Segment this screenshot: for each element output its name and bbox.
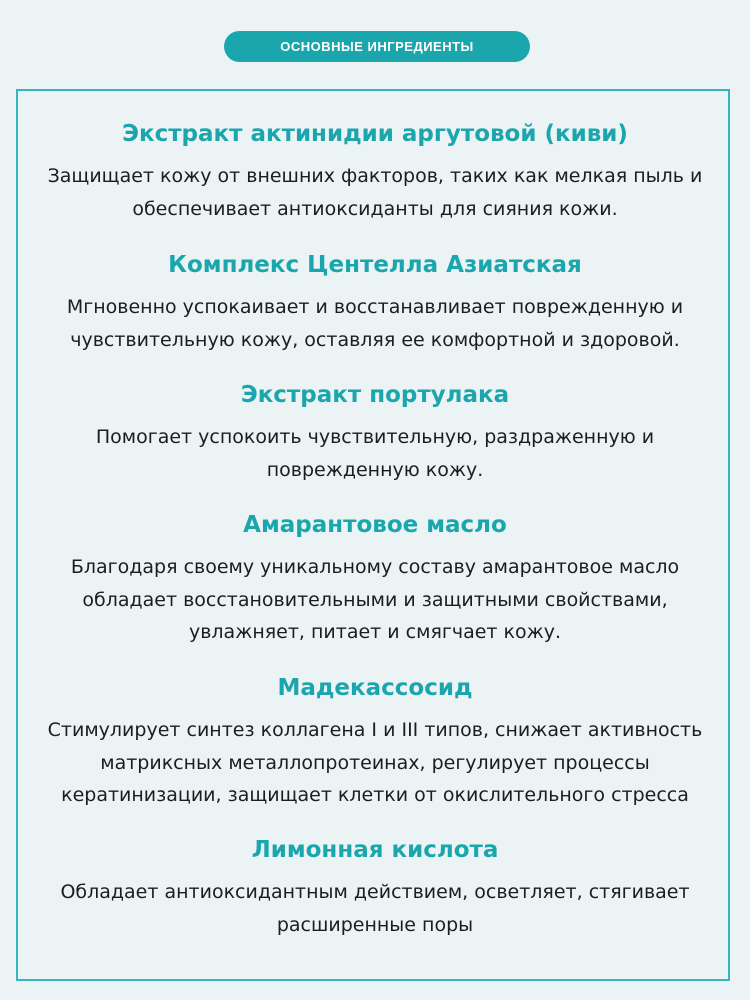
ingredient-section [0, 380, 750, 486]
ingredient-description [0, 865, 750, 941]
description-line: чувствительную кожу, оставляя ее комфортной и здоровой. [70, 328, 680, 351]
ingredient-section [0, 119, 750, 225]
description-line: обладает восстановительными и защитными свойствами, [82, 588, 668, 611]
description-line: кератинизации, защищает клетки от окислительного стресса [61, 784, 689, 806]
ingredient-title: Экстракт портулака [240, 382, 510, 408]
description-line: Защищает кожу от внешних факторов, таких как мелкая пыль и [47, 165, 703, 187]
ingredient-description [0, 703, 750, 812]
ingredient-title: Лимонная кислота [251, 837, 499, 863]
ingredient-description [0, 280, 750, 356]
description-line: Помогает успокоить чувствительную, раздраженную и [95, 426, 655, 448]
ingredient-title: Экстракт актинидии аргутовой (киви) [122, 121, 628, 147]
ingredient-section [0, 250, 750, 356]
description-line: матриксных металлопротеинах, регулирует процессы [100, 751, 650, 774]
description-line: Стимулирует синтез коллагена I и III типов, снижает активность [47, 719, 703, 741]
ingredient-title: Амарантовое масло [243, 512, 507, 538]
section-header-label: ОСНОВНЫЕ ИНГРЕДИЕНТЫ [280, 39, 474, 54]
ingredient-description [0, 149, 750, 225]
description-line: поврежденную кожу. [266, 458, 484, 481]
description-line: Обладает антиоксидантным действием, осветляет, стягивает [60, 881, 690, 903]
section-header-badge [224, 31, 530, 62]
description-line: увлажняет, питает и смягчает кожу. [188, 621, 562, 643]
ingredient-description [0, 540, 750, 649]
ingredient-description [0, 410, 750, 486]
description-line: расширенные поры [276, 913, 474, 936]
description-line: обеспечивает антиоксиданты для сияния кожи. [132, 197, 618, 220]
ingredient-section [0, 673, 750, 812]
ingredient-section [0, 510, 750, 649]
description-line: Мгновенно успокаивает и восстанавливает поврежденную и [66, 296, 684, 318]
description-line: Благодаря своему уникальному составу амарантовое масло [70, 556, 680, 578]
ingredient-section [0, 835, 750, 941]
ingredient-title: Комплекс Центелла Азиатская [168, 252, 582, 278]
ingredient-title: Мадекассосид [277, 675, 473, 701]
